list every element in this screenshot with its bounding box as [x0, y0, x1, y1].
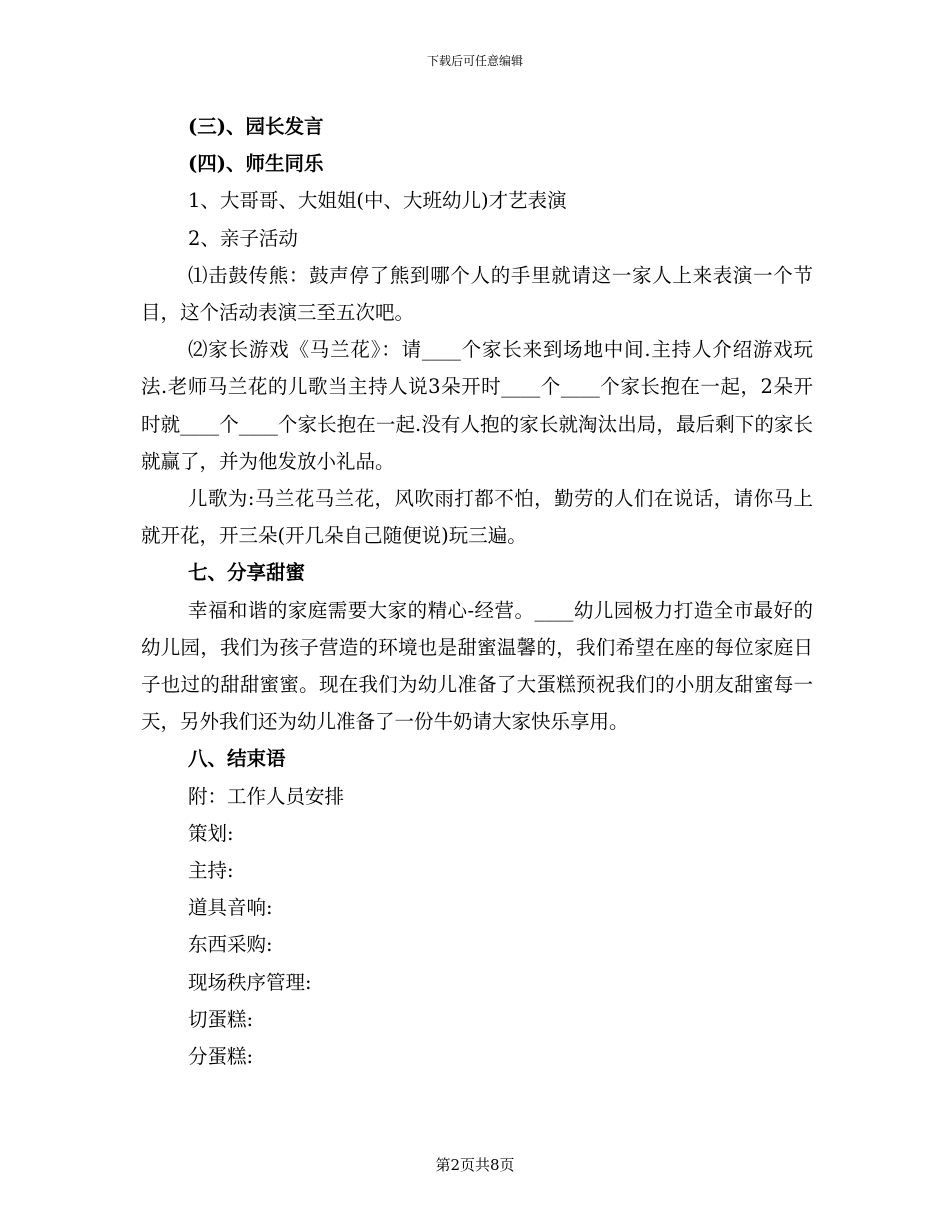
section-3-heading: (三)、园长发言: [188, 115, 324, 138]
staff-role-planning: 策划:: [188, 821, 234, 845]
activity-2-paragraph: ⑵家长游戏《马兰花》：请____个家长来到场地中间.主持人介绍游戏玩法.老师马兰花的儿歌当主持人说3朵开时____个____个家长抱在一起，2朵开时就____个____个家长抱在一起.没有人抱的家长就淘汰出局，最后剩下的家长就赢了，并为他发放小礼品。: [141, 338, 813, 473]
activity-1-paragraph: ⑴击鼓传熊：鼓声停了熊到哪个人的手里就请这一家人上来表演一个节目，这个活动表演三至五次吧。: [141, 263, 813, 325]
staff-role-host: 主持:: [188, 859, 234, 883]
section-8-heading: 八、结束语: [188, 747, 286, 771]
item-2: 2、亲子活动: [188, 226, 298, 250]
item-1: 1、大哥哥、大姐姐(中、大班幼儿)才艺表演: [188, 189, 567, 213]
section-7-paragraph: 幸福和谐的家庭需要大家的精心-经营。____幼儿园极力打造全市最好的幼儿园，我们为孩子营造的环境也是甜蜜温馨的，我们希望在座的每位家庭日子也过的甜甜蜜蜜。现在我们为幼儿准备了大蛋糕预祝我们的小朋友甜蜜每一天，另外我们还为幼儿准备了一份牛奶请大家快乐享用。: [141, 598, 813, 734]
appendix-title: 附：工作人员安排: [188, 784, 345, 808]
staff-role-purchasing: 东西采购:: [188, 933, 273, 957]
song-paragraph: 儿歌为:马兰花马兰花，风吹雨打都不怕，勤劳的人们在说话，请你马上就开花，开三朵(开几朵自己随便说)玩三遍。: [141, 487, 813, 548]
staff-role-order-management: 现场秩序管理:: [188, 970, 312, 994]
page-header: 下载后可任意编辑: [426, 54, 523, 68]
page-content: [141, 108, 813, 1075]
staff-role-cake-cutting: 切蛋糕:: [188, 1007, 254, 1031]
page-footer: 第2页共8页: [435, 1156, 515, 1174]
staff-role-cake-serving: 分蛋糕:: [188, 1045, 254, 1069]
section-7-heading: 七、分享甜蜜: [188, 561, 306, 585]
section-4-heading: (四)、师生同乐: [188, 152, 324, 176]
staff-role-props-audio: 道具音响:: [188, 896, 273, 920]
